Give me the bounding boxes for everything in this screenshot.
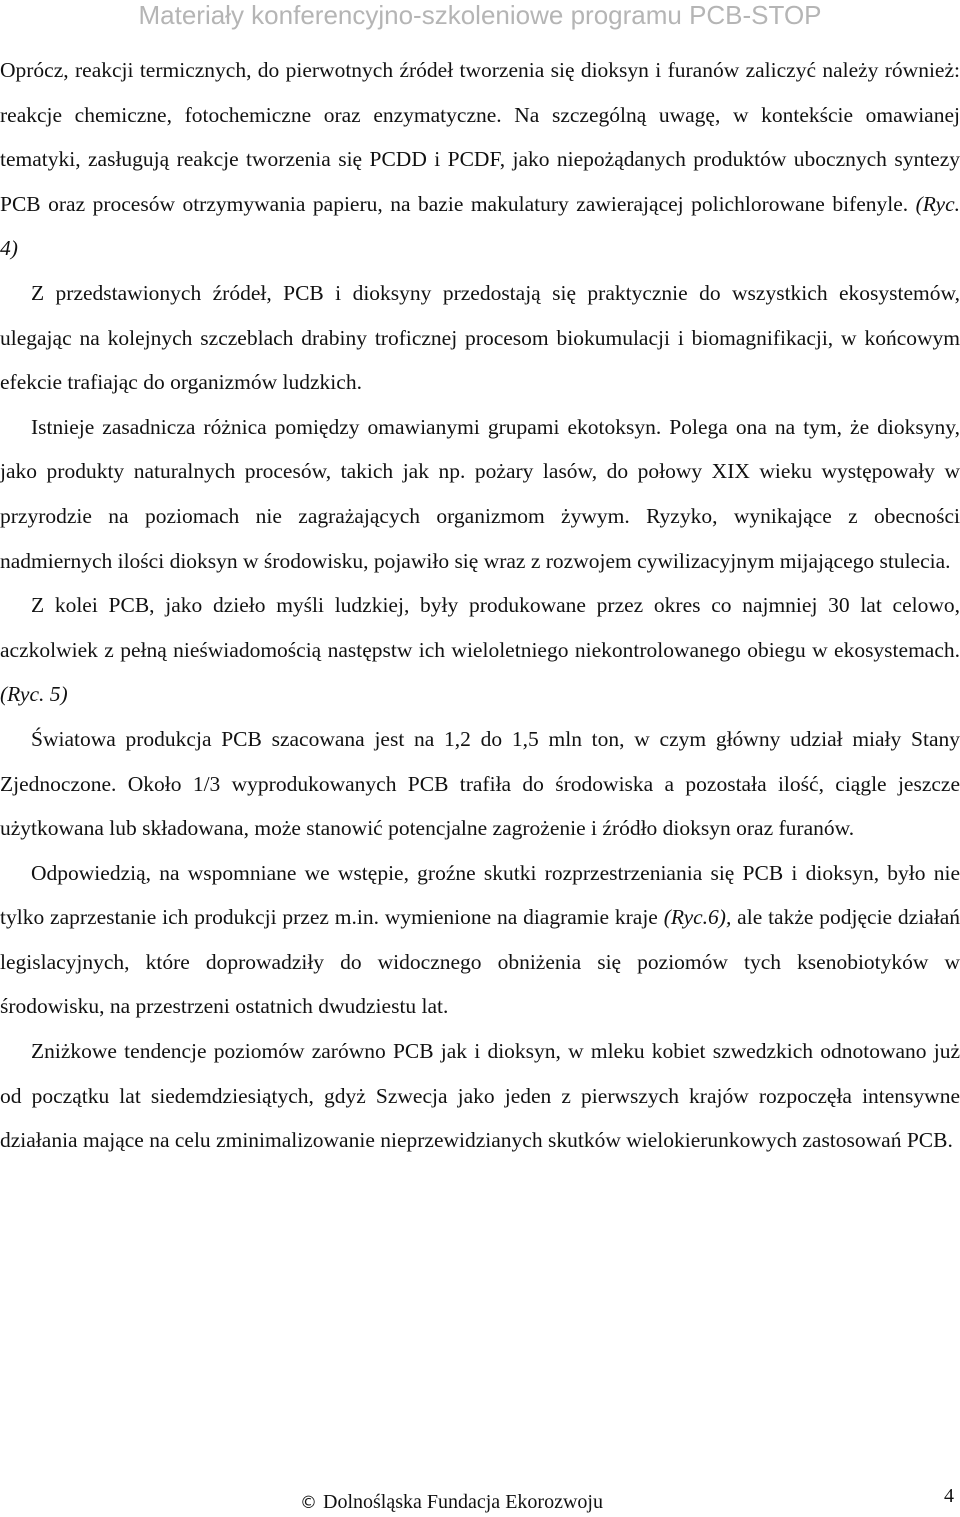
paragraph-3-text: Istnieje zasadnicza różnica pomiędzy omawianymi grupami ekotoksyn. Polega ona na tym, że dioksyny, jako produkty naturalnych procesów, takich jak np. pożary lasów, do połowy XIX wieku występowały w przyrodzie na poziomach nie zagrażających organizmom żywym. Ryzyko, wynikające z obecności nadmiernych ilości dioksyn w środowisku, pojawiło się wraz z rozwojem cywilizacyjnym mijającego stulecia. xyxy=(0,414,960,573)
paragraph-2-text: Z przedstawionych źródeł, PCB i dioksyny przedostają się praktycznie do wszystkich ekosystemów, ulegając na kolejnych szczeblach drabiny troficznej procesom biokumulacji i biomagnifikacji, w końcowym efekcie trafiając do organizmów ludzkich. xyxy=(0,280,960,395)
copyright-icon: © xyxy=(300,1493,317,1513)
paragraph-5 xyxy=(0,717,960,851)
paragraph-4 xyxy=(0,583,960,717)
figure-reference-ryc-5: (Ryc. 5) xyxy=(0,682,68,707)
paragraph-7 xyxy=(0,1029,960,1163)
page-footer xyxy=(0,1485,960,1516)
paragraph-2 xyxy=(0,271,960,405)
paragraph-5-text: Światowa produkcja PCB szacowana jest na 1,2 do 1,5 mln ton, w czym główny udział miały Stany Zjednoczone. Około 1/3 wyprodukowanych PCB trafiła do środowiska a pozostała ilość, ciągle jeszcze użytkowana lub składowana, może stanowić potencjalne zagrożenie i źródło dioksyn oraz furanów. xyxy=(0,726,960,841)
figure-reference-ryc-4: (Ryc. 4) xyxy=(0,191,960,261)
footer-organization-name: Dolnośląska Fundacja Ekorozwoju xyxy=(323,1491,603,1513)
header-title: Materiały konferencyjno-szkoleniowe programu PCB-STOP xyxy=(138,0,822,30)
page-header xyxy=(0,0,960,34)
paragraph-6-text-b: ale także podjęcie działań legislacyjnych, które doprowadziły do widocznego obniżenia się poziomów tych ksenobiotyków w środowisku, na przestrzeni ostatnich dwudziestu lat. xyxy=(0,905,960,1019)
paragraph-6 xyxy=(0,851,960,1029)
page-number: 4 xyxy=(944,1485,954,1507)
paragraph-7-text: Zniżkowe tendencje poziomów zarówno PCB jak i dioksyn, w mleku kobiet szwedzkich odnotowano już od początku lat siedemdziesiątych, gdyż Szwecja jako jeden z pierwszych krajów rozpoczęła intensywne działania mające na celu zminimalizowanie nieprzewidzianych skutków wielokierunkowych zastosowań PCB. xyxy=(0,1039,960,1153)
paragraph-4-text: Z kolei PCB, jako dzieło myśli ludzkiej, były produkowane przez okres co najmniej 30 lat celowo, aczkolwiek z pełną nieświadomością następstw ich wieloletniego niekontrolowanego obiegu w ekosystemach. xyxy=(0,593,960,662)
footer-organization xyxy=(300,1488,603,1517)
paragraph-6-text-a: Odpowiedzią, na wspomniane we wstępie, groźne skutki rozprzestrzeniania się PCB i dioksyn, było nie tylko zaprzestanie ich produkcji przez m.in. wymienione na diagramie kraje xyxy=(0,860,960,930)
paragraph-1-text: Oprócz, reakcji termicznych, do pierwotnych źródeł tworzenia się dioksyn i furanów zaliczyć należy również: reakcje chemiczne, fotochemiczne oraz enzymatyczne. Na szczególną uwagę, w kontekście omawianej tematyki, zasługują reakcje tworzenia się PCDD i PCDF, jako niepożądanych produktów ubocznych syntezy PCB oraz procesów otrzymywania papieru, na bazie makulatury zawierającej polichlorowane bifenyle. xyxy=(0,58,960,216)
paragraph-1 xyxy=(0,48,960,271)
document-body xyxy=(0,48,960,1163)
paragraph-3 xyxy=(0,405,960,583)
figure-reference-ryc-6: (Ryc.6), xyxy=(663,905,732,930)
